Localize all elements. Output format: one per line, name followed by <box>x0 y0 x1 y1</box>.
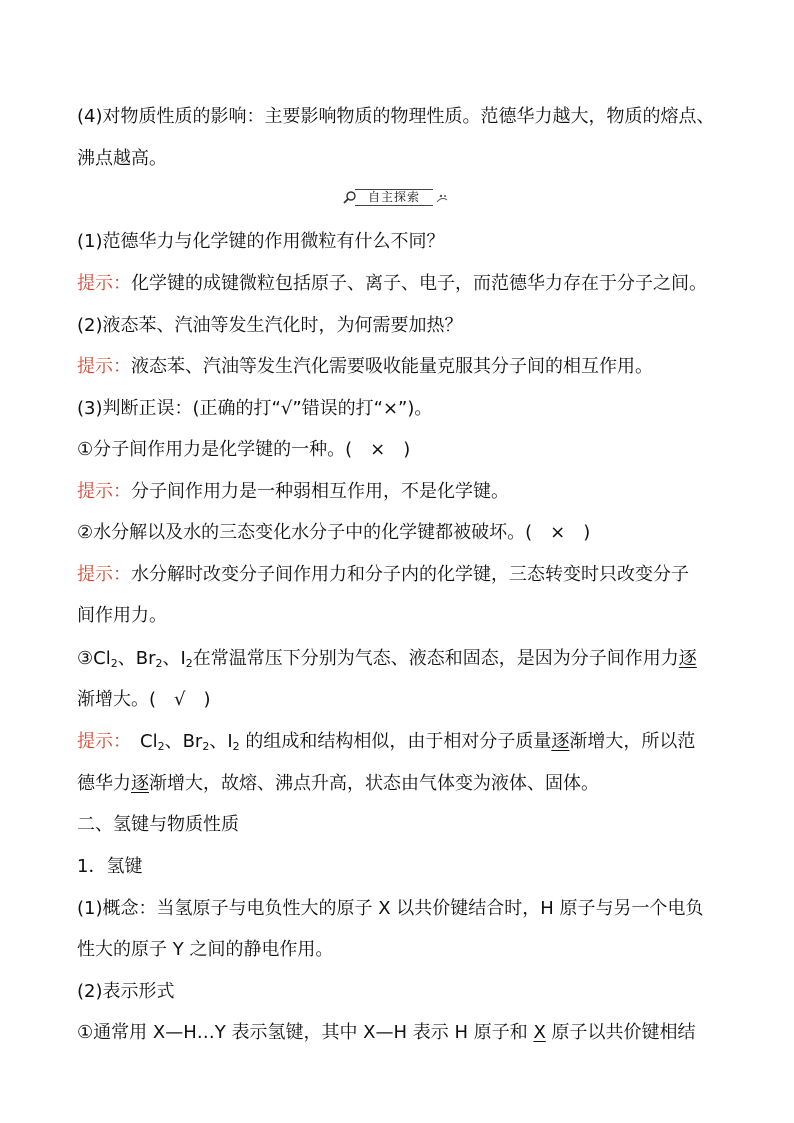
hint-text: 化学键的成键微粒包括原子、离子、电子，而范德华力存在于分子之间。 <box>131 273 707 294</box>
hint-label: 提示： <box>77 273 131 294</box>
section-badge-label: 自主探索 <box>355 189 433 206</box>
question-3: (3)判断正误：(正确的打“√”错误的打“×”)。 <box>77 398 433 419</box>
concept-line-1: (1)概念：当氢原子与电负性大的原子 X 以共价键结合时，H 原子与另一个电负 <box>77 898 704 919</box>
concept-line-2: 性大的原子 Y 之间的静电作用。 <box>77 939 334 960</box>
underlined-text: 逐 <box>131 773 149 794</box>
section-heading-2: 二、氢键与物质性质 <box>77 814 239 835</box>
subscript: 2 <box>155 657 163 670</box>
statement-3-line-1 <box>77 647 727 671</box>
text: 、I <box>162 648 186 669</box>
text: ①通常用 X—H…Y 表示氢键，其中 X—H 表示 H 原子和 <box>77 1022 534 1043</box>
underlined-text: 逐 <box>551 731 570 752</box>
text: 原子以共价键相结 <box>545 1022 696 1043</box>
hint-text: 水分解时改变分子间作用力和分子内的化学键，三态转变时只改变分子 <box>131 564 689 585</box>
text: Cl <box>122 731 158 752</box>
text: 德华力 <box>77 773 131 794</box>
hint-label: 提示： <box>77 481 131 502</box>
paragraph-4-line-2: 沸点越高。 <box>77 148 167 169</box>
statement-2-hint-line-2: 间作用力。 <box>77 605 167 626</box>
text: 、Br <box>117 648 156 669</box>
hint-text: 液态苯、汽油等发生汽化需要吸收能量克服其分子间的相互作用。 <box>131 356 653 377</box>
text: 渐增大，所以范 <box>569 731 696 752</box>
statement-3-line-2: 渐增大。( √ ) <box>77 689 211 710</box>
statement-1-hint <box>77 480 727 504</box>
statement-2: ②水分解以及水的三态变化水分子中的化学键都被破坏。( × ) <box>77 522 591 543</box>
text: 、Br <box>164 731 203 752</box>
text: 在常温常压下分别为气态、液态和固态，是因为分子间作用力 <box>192 648 679 669</box>
text: 、I <box>209 731 233 752</box>
subscript: 2 <box>232 740 240 753</box>
question-2: (2)液态苯、汽油等发生汽化时，为何需要加热？ <box>77 315 463 336</box>
statement-3-hint-line-1 <box>77 730 727 754</box>
question-1-hint <box>77 272 727 296</box>
hint-label: 提示： <box>77 564 131 585</box>
underlined-text: X <box>533 1022 546 1043</box>
statement-3-hint-line-2 <box>77 772 727 796</box>
subscript: 2 <box>157 740 165 753</box>
paragraph-4-line-1: (4)对物质性质的影响：主要影响物质的物理性质。范德华力越大，物质的熔点、 <box>77 106 715 127</box>
subscript: 2 <box>202 740 210 753</box>
text: 的组成和结构相似，由于相对分子质量 <box>239 731 552 752</box>
subheading-hydrogen-bond: 1．氢键 <box>77 856 143 877</box>
hint-text: 分子间作用力是一种弱相互作用，不是化学键。 <box>131 481 509 502</box>
section-badge <box>343 188 449 206</box>
statement-2-hint-line-1 <box>77 563 727 587</box>
question-1: (1)范德华力与化学键的作用微粒有什么不同？ <box>77 231 445 252</box>
statement-1: ①分子间作用力是化学键的一种。( × ) <box>77 439 411 460</box>
representation-heading: (2)表示形式 <box>77 981 175 1002</box>
underlined-text: 逐 <box>678 648 697 669</box>
subscript: 2 <box>185 657 193 670</box>
sprout-icon <box>435 192 449 204</box>
hint-label: 提示： <box>77 356 131 377</box>
representation-line-1 <box>77 1021 727 1045</box>
subscript: 2 <box>110 657 118 670</box>
text: ③Cl <box>77 648 111 669</box>
hint-label: 提示： <box>77 731 122 752</box>
text: 渐增大，故熔、沸点升高，状态由气体变为液体、固体。 <box>149 773 599 794</box>
question-2-hint <box>77 355 727 379</box>
